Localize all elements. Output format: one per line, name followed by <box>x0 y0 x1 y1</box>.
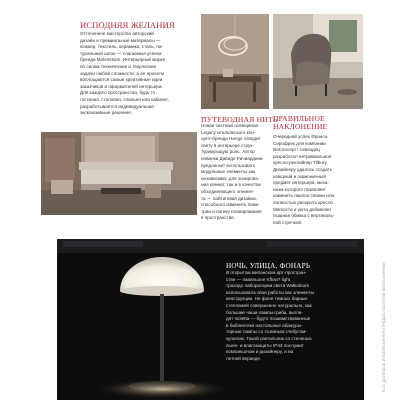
section-body-night-street-lamp: В открытом миланском арт-простран- стве — павильоне Kflow? light траходо лаборатории света Walkolours использовала свои работы как элементы конструкции. Не фоне темных барных стеллажей совершенно натурально, как большие чаши лампы-гриба, выгля- дят Isoletta — будто позаимствованные в библиотеке настольные абажуры- торные лампы со съемным глобусом- куполом. Такой светильник со степенью пыле- и влагозащиты IP43 послужит компаньоном и дизайнеру, и на летней веранде. <box>226 270 314 361</box>
section-title-guiding-thread: ПУТЕВОДНАЯ НИТЬ <box>201 115 278 124</box>
armchair-illustration <box>273 14 363 109</box>
armchair-photo <box>273 14 363 109</box>
section-title-desires: ИСПОДНЯЯ ЖЕЛАНИЯ <box>80 20 175 30</box>
side-caption: ВСЕ ДОЛЕВЫЕ ИЗОБРАЖЕНИЯ ПРЕДОСТАВЛЕНЫ КОМПАНИЯМИ <box>382 261 386 392</box>
ring-lamp-illustration <box>201 14 269 109</box>
living-room-photo <box>41 132 197 215</box>
section-body-desires: Отточенное мастерство авторский дизайн и премиальные материалы — кожаер, текстиль, керамика, сталь, на- туральный шпон — слагаемые успеха бренда Molenstuim. Интерьерной марке по силам технические и творческие задачи любой сложности, а ее проекты воплощаются самые креативные идеи заказчиков и оформителей интерьера. Для каждого пространства, будь то гостиная, столовая, спальня или кабинет, разработывается индивидуальная эксклюзивные решения. <box>80 31 169 116</box>
section-body-right-incline: Очередной успех Франса Серофрек для компании BoConcept / совладец разработал нетривиальное кресло-реклайнер Tilbury. Дизайнеру удалось создать изящный и гармоничный предмет интерьера, меха- низм которого позволяет изменить наклон спинки или полностью раскрыть кресло. Мягкости и уюта добавляет пышная обивка с вертикаль- ной строчкой. <box>273 134 335 225</box>
living-room-illustration <box>41 132 197 215</box>
section-body-guiding-thread: Новая система освещения Legacy итальянского кон- цепт-бренда Henge отводит свету в интерьере струк- турирующую роль. Автор новинки Давиде Ричиардини предлагает использовать модульные элементы как независимо, для зонирова- ния комнат, так и в качестве объединяющего элемен- та — лайтиговая дизайна, способного изменить поме- трии и логику планирования в пространстве. <box>201 123 263 221</box>
section-title-right-incline: ПРАВИЛЬНОЕ НАКЛОНЕНИЕ <box>273 114 328 132</box>
section-title-night-street-lamp: НОЧЬ, УЛИЦА, ФОНАРЬ <box>226 262 311 270</box>
ring-lamp-photo <box>201 14 269 109</box>
